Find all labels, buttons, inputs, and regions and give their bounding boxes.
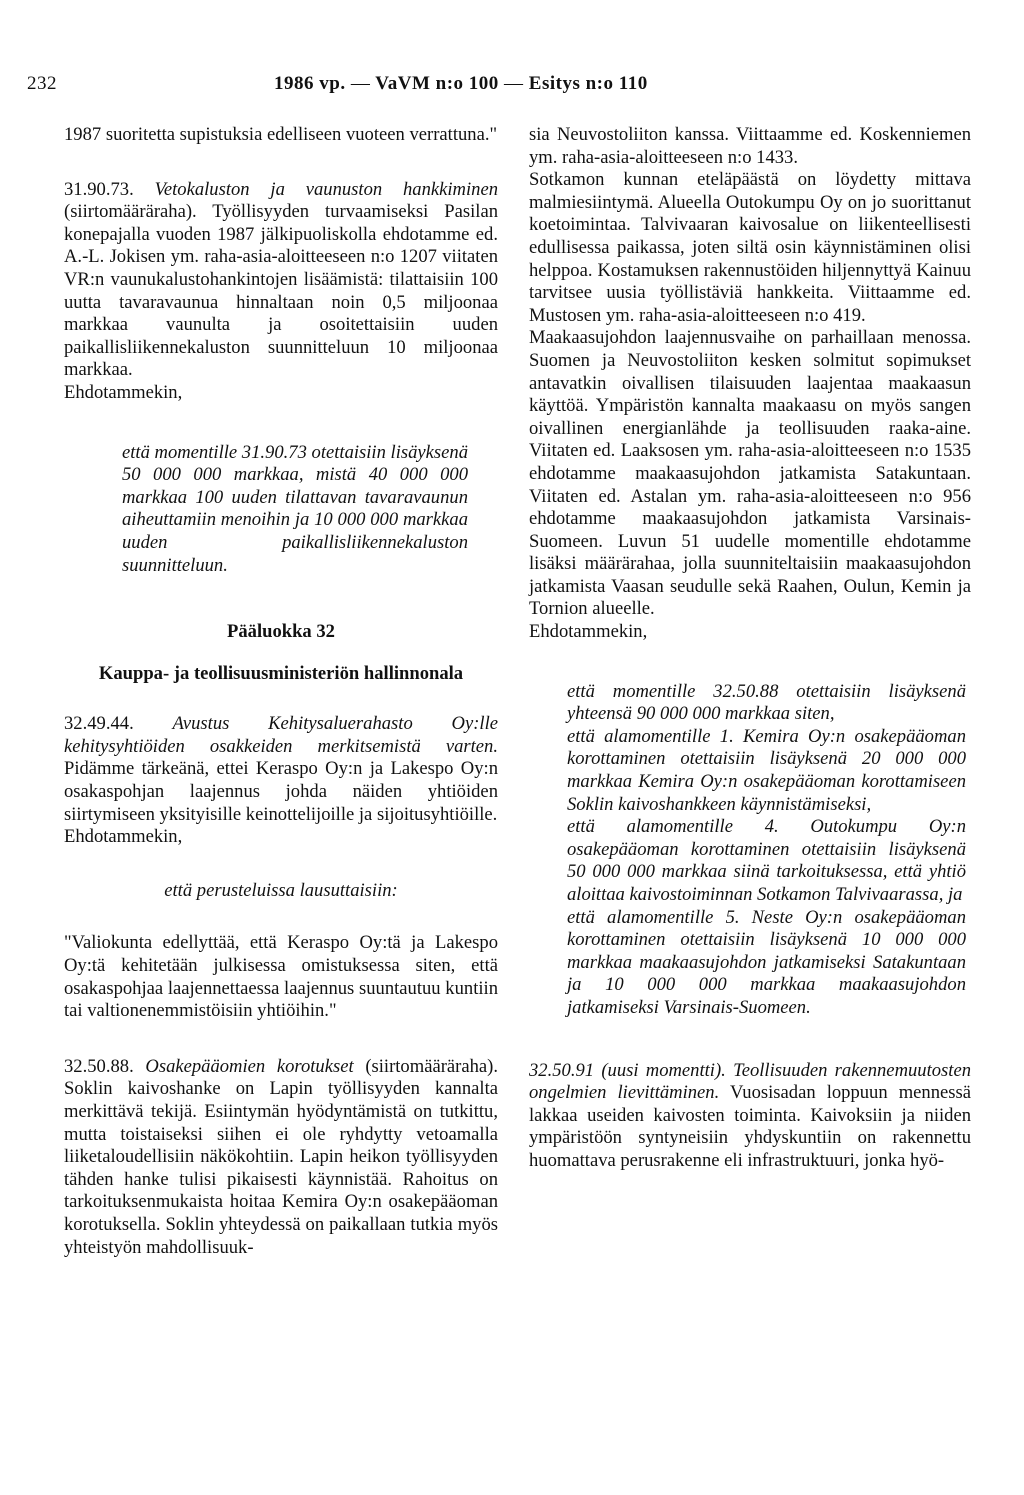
paragraph xyxy=(529,327,971,643)
item-title: Osakepääomien korotukset xyxy=(145,1055,354,1077)
item-title: Vetokaluston ja vaunuston hankkiminen xyxy=(154,178,498,200)
right-column xyxy=(529,124,971,1173)
main-class-title: Pääluokka 32 xyxy=(227,621,335,643)
paragraph: Sotkamon kunnan eteläpäästä on löydetty mittava malmiesiintymä. Alueella Outokumpu Oy on jo suorittanut koetoimintaa. Talvivaaran kaivosalue on liikenteellisesti edullisessa paikassa, joten siltä osin käynnistäminen olisi helppoa. Kostamuksen rakennustöiden hiljennyttyä Kainuu tarvitsee uusia työllistäviä hankkeita. Viittaamme ed. Mustosen ym. raha-asia-aloitteeseen n:o 419. xyxy=(529,169,971,326)
item-number: 31.90.73. xyxy=(64,178,134,200)
header-separator: — xyxy=(504,73,524,94)
motion-clause: että alamomentille 4. Outokumpu Oy:n osakepääoman korottaminen otettaisiin lisäyksenä 50 000 000 markkaa siinä tarkoituksessa, että yhtiö aloittaa kaivostoiminnan Sotkamon Talvivaarassa, ja xyxy=(567,816,966,905)
item-title: 32.50.91 (uusi momentti). Teollisuuden rakennemuutosten ongelmien lievittäminen. xyxy=(529,1059,971,1104)
item-text: Pidämme tärkeänä, ettei Keraspo Oy:n ja Lakespo Oy:n osakaspohjan laajennus johda näiden yhtiöiden siirtymiseen yksityisille keinottelijoille ja sijoitusyhtiöille. xyxy=(64,758,498,825)
motion-clause: että alamomentille 1. Kemira Oy:n osakepääoman korottaminen otettaisiin lisäyksenä 20 000 000 markkaa Kemira Oy:n osakepääoman korottamiseen Soklin kaivoshankkeen käynnistämiseksi, xyxy=(567,725,966,815)
session-year: 1986 vp. xyxy=(274,73,346,94)
item-number: 32.49.44. xyxy=(64,713,134,735)
paragraph-32-50-88 xyxy=(64,1056,498,1259)
committee-report-ref: VaVM n:o 100 xyxy=(375,73,499,94)
paragraph: sia Neuvostoliiton kanssa. Viittaamme ed. Koskenniemen ym. raha-asia-aloitteeseen n:o 1433. xyxy=(529,124,971,168)
item-text: (siirtomääräraha). Soklin kaivoshanke on Lapin työllisyyden kannalta merkittävä tekijä. Esiintymän hyödyntämistä on tutkittu, mutta toistaiseksi siihen ei ole ryhdytty vetoamalla liiketaloudellisiin näkökohtiin. Lapin heikon työllisyyden tähden hanke tulisi pikaisesti käynnistää. Rahoitus on tarkoituksenmukaista hoitaa Kemira Oy:n osakepääoman korotuksella. Soklin yhteydessä on paikallaan tutkia myös yhteistyön mahdollisuuk- xyxy=(64,1055,498,1258)
paragraph-32-49-44 xyxy=(64,713,498,849)
paragraph: 1987 suoritetta supistuksia edelliseen vuoteen verrattuna." xyxy=(64,124,498,145)
motion-32-50-88 xyxy=(529,681,971,1020)
item-text: (siirtomääräraha). Työllisyyden turvaamiseksi Pasilan konepajalla vuoden 1987 jälkipuoliskolla ehdotamme ed. A.-L. Jokisen ym. raha-asia-aloitteeseen n:o 1207 viitaten VR:n vaunukalustohankintojen lisäämistä: tilattaisiin 100 uutta tavaravaunua hinnaltaan noin 0,5 miljoonaa markkaa vaunulta ja osoitettaisiin uuden paikallisliikennekaluston suunnitteluun 10 miljoonaa markkaa. xyxy=(64,201,498,381)
motion-clause: että alamomentille 5. Neste Oy:n osakepääoman korottaminen otettaisiin lisäyksenä 10 000 000 markkaa maakaasujohdon jatkamiseksi Satakuntaan ja 10 000 000 markkaa maakaasujohdon jatkamiseksi Varsinais-Suomeen. xyxy=(567,906,966,1018)
closing-phrase: Ehdotammekin, xyxy=(64,381,183,403)
motion-clause: että momentille 32.50.88 otettaisiin lisäyksenä yhteensä 90 000 000 markkaa siten, xyxy=(567,680,966,725)
motion-31-90-73: että momentille 31.90.73 otettaisiin lisäyksenä 50 000 000 markkaa, mistä 40 000 000 markkaa 100 uuden tilattavan tavaravaunun aiheuttamiin menoihin ja 10 000 000 markkaa uuden paikallisliikennekaluston suunnitteluun. xyxy=(122,441,468,576)
item-number: 32.50.88. xyxy=(64,1055,134,1077)
government-bill-ref: Esitys n:o 110 xyxy=(528,73,648,94)
paragraph-text: Maakaasujohdon laajennusvaihe on parhaillaan menossa. Suomen ja Neuvostoliiton kesken solmitut sopimukset antavatkin oivallisen tilaisuuden laajentaa maakaasun käyttöä. Ympäristön kannalta maakaasu on myös sangen oivallinen energianlähde ja teollisuuden raaka-aine. Viitaten ed. Laaksosen ym. raha-asia-aloitteeseen n:o 1535 ehdotamme maakaasujohdon jatkamista Satakuntaan. Viitaten ed. Astalan ym. raha-asia-aloitteeseen n:o 956 ehdotamme maakaasujohdon jatkamista Varsinais-Suomeen. Luvun 51 uudelle momentille ehdotamme lisäksi määrärahaa, jolla suunniteltaisiin maakaasujohdon jatkamista Vaasan seudulle sekä Raahen, Oulun, Kemin ja Tornion alueelle. xyxy=(529,327,971,620)
motion-32-49-44: että perusteluissa lausuttaisiin: xyxy=(164,879,398,901)
closing-phrase: Ehdotammekin, xyxy=(529,621,648,643)
paragraph-31-90-73 xyxy=(64,179,498,405)
ministry-title: Kauppa- ja teollisuusministeriön hallinnonala xyxy=(98,662,464,684)
item-title: Avustus Kehitysaluerahasto Oy:lle kehitysyhtiöiden osakkeiden merkitsemistä varten. xyxy=(64,713,498,757)
closing-phrase: Ehdotammekin, xyxy=(64,826,183,848)
committee-quote: "Valiokunta edellyttää, että Keraspo Oy:tä ja Lakespo Oy:tä kehitetään julkisessa omistuksessa siten, että osakaspohjaa laajennettaessa laajennus suuntautuu kuntiin tai valtionenemmistöisiin yhtiöihin." xyxy=(64,932,498,1022)
paragraph-32-50-91 xyxy=(529,1060,971,1173)
item-text: Vuosisadan loppuun mennessä lakkaa useiden kaivosten toiminta. Kaivoksiin ja niiden ympäristöön syntyneisiin yhdyskuntiin on rakennettu huomattava perusrakenne eli infrastruktuuri, jonka hyö- xyxy=(529,1082,971,1171)
header-separator: — xyxy=(350,73,371,94)
page-number: 232 xyxy=(27,73,57,94)
running-head xyxy=(274,73,754,95)
section-heading xyxy=(64,621,498,685)
left-column xyxy=(64,124,498,1259)
